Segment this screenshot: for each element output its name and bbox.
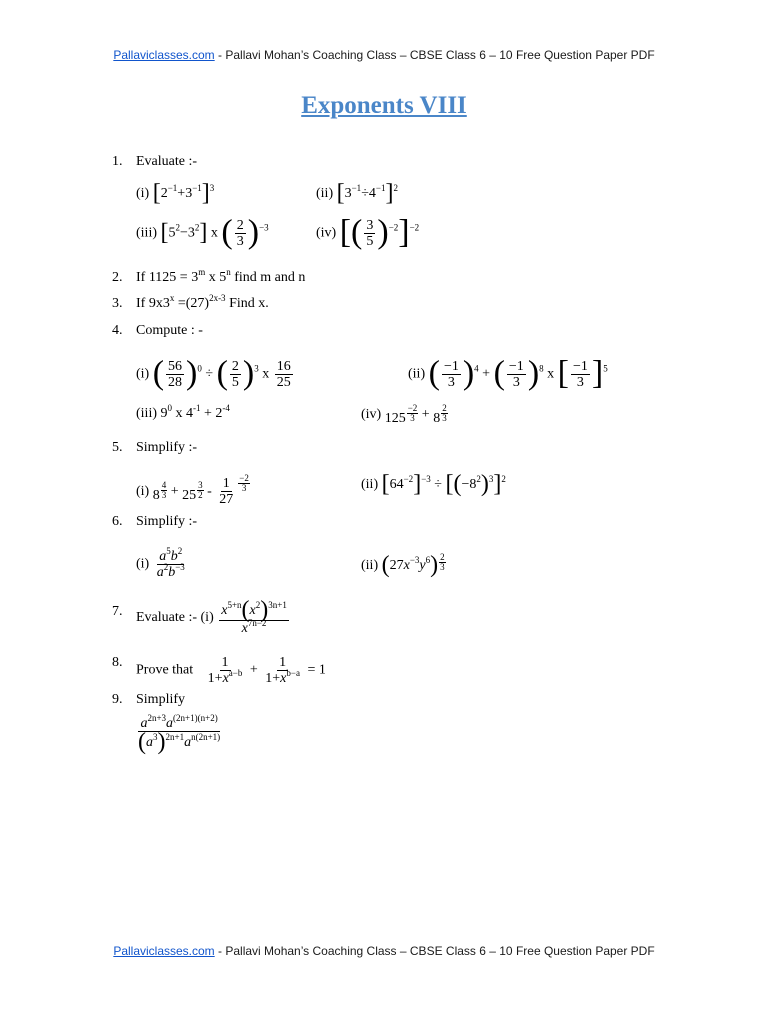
q1-part-ii: (ii) $[3^{-1}\div 4^{-1}]^2$ <box>316 180 398 206</box>
q9-expression: $\frac{a^{2n+3}a^{(2n+1)(n+2)}}{(a^3)^{2n+1}a^{n(2n+1)}}$ <box>138 713 221 755</box>
page-footer <box>0 944 768 958</box>
q2-number: 2. <box>112 270 123 285</box>
page-title: Exponents VIII <box>301 92 467 119</box>
q6-part-i: (i) $\frac{a^5b^2}{a^2b^{-3}}$ <box>136 546 185 580</box>
q5-part-ii: (ii) $[64^{-2}]^{-3} \div [(-8^2)^3]^2$ <box>361 471 506 497</box>
q1-part-iv: (iv) [( $\frac{3}{5}$ )$^{-2}$]$^{-2}$ <box>316 213 420 251</box>
q8-number: 8. <box>112 655 123 670</box>
q3-number: 3. <box>112 296 123 311</box>
q6-part-ii: (ii) $(27x^{-3}y^6)$ $\frac{2}{3}$ <box>361 552 445 578</box>
page-header <box>0 48 768 62</box>
q6-number: 6. <box>112 514 123 529</box>
q1-number: 1. <box>112 154 123 169</box>
q4-part-iii: (iii) $9^0$ x $4^{-1} + 2^{-4}$ <box>136 403 230 421</box>
header-text: - Pallavi Mohan’s Coaching Class – CBSE Class 6 – 10 Free Question Paper PDF <box>214 48 655 62</box>
q9-number: 9. <box>112 692 123 707</box>
q1-part-iii: (iii) $[5^2-3^2]$ x ( $\frac{2}{3}$ )$^{-3}$ <box>136 213 269 251</box>
q1-part-i: (i) $[2^{-1}+3^{-1}]^3$ <box>136 180 215 206</box>
q4-part-ii: (ii) ( $\frac{-1}{3}$ )$^4$ + ( $\frac{-1}{3}$ )$^8$ x [ $\frac{-1}{3}$ ]$^5$ <box>408 354 608 392</box>
q7-number: 7. <box>112 604 123 619</box>
q4-part-iv: (iv) 125 $\frac{-2}{3}$ + 8 $\frac{2}{3}$ <box>361 403 447 426</box>
footer-text: - Pallavi Mohan’s Coaching Class – CBSE Class 6 – 10 Free Question Paper PDF <box>214 944 655 958</box>
q4-number: 4. <box>112 323 123 338</box>
q5-part-i: (i) 8 $\frac{4}{3}$ + 25 $\frac{3}{2}$ - $\frac{1}{27}$ $\frac{-2}{3}$ <box>136 473 249 508</box>
q4-part-i: (i) ( $\frac{56}{28}$ )$^0$ ÷ ( $\frac{2}{5}$ )$^3$ x $\frac{16}{25}$ <box>136 354 291 392</box>
q6-text: Simplify :- <box>136 514 198 529</box>
q3-text: If $9x3^x =(27)^{2x-3}$ Find x. <box>136 293 269 311</box>
footer-site-link[interactable]: Pallaviclasses.com <box>113 944 215 958</box>
q5-number: 5. <box>112 440 123 455</box>
q9-text: Simplify <box>136 692 186 707</box>
q2-text: If $1125 = 3^m$ x 5$^n$ find m and n <box>136 267 306 285</box>
q4-text: Compute : - <box>136 323 203 338</box>
q7-text: Evaluate :- (i) $\frac{x^{5+n}(x^2)^{3n+1}}{x^{7n-2}}$ <box>136 597 287 636</box>
q1-text: Evaluate :- <box>136 154 198 169</box>
q5-text: Simplify :- <box>136 440 198 455</box>
q8-text: Prove that $\frac{1}{1+x^{a-b}}$ + $\frac{1}{1+x^{b-a}}$ = 1 <box>136 655 326 686</box>
header-site-link[interactable]: Pallaviclasses.com <box>113 48 215 62</box>
